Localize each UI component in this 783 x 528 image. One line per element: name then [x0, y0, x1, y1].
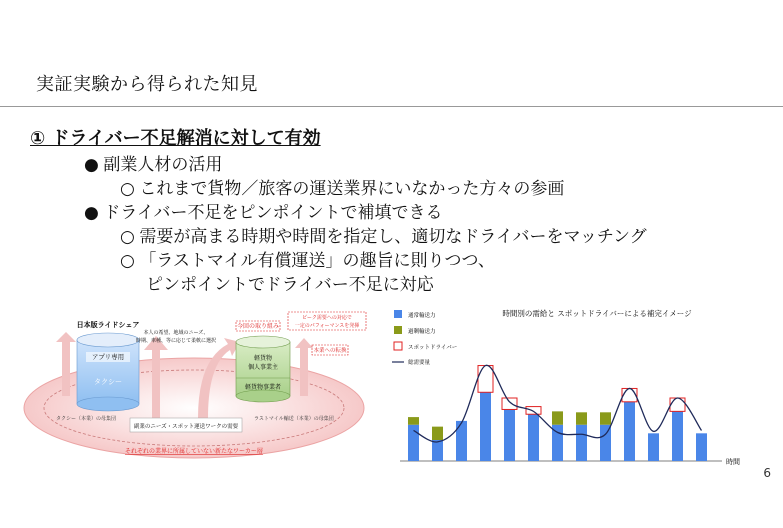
bar-regular-1 [408, 425, 419, 461]
bar-regular-2 [432, 440, 443, 461]
bottom-caption: それぞれの業界に所属していない新たなワーカー層 [125, 448, 263, 455]
bar-excess-7 [552, 411, 563, 424]
needs-text-line2: 時期、車種、等に応じて柔軟に選択 [135, 338, 217, 344]
bar-regular-9 [600, 425, 611, 461]
chart-legend [392, 310, 457, 366]
bullet-1-sub [120, 174, 564, 199]
left-cylinder [77, 333, 139, 411]
bullet-marker: ○ [120, 227, 135, 247]
right-top-label1: 軽貨物 [253, 355, 273, 362]
bar-spot-6 [526, 407, 541, 415]
bar-regular-6 [528, 414, 539, 461]
legend-swatch-spot [394, 342, 402, 350]
bar-excess-2 [432, 427, 443, 440]
legend-swatch-excess [394, 326, 402, 334]
legend-label-spot: スポットドライバー [408, 345, 458, 351]
legend-label-demand: 総需要量 [408, 360, 431, 366]
peak-text-line1: ピーク需要への対応で [302, 315, 352, 321]
bullet-text: ドライバー不足をピンポイントで補填できる [103, 203, 443, 223]
bar-regular-8 [576, 425, 587, 461]
bar-regular-10 [624, 402, 635, 461]
right-base-caption: ラストマイル輸送（本業）の母集団 [254, 416, 334, 422]
legend-swatch-regular [394, 310, 402, 318]
bullet-2-sub-2 [120, 246, 495, 271]
bar-spot-4 [478, 366, 493, 393]
chart-title: 時間別の需給と スポットドライバーによる補完イメージ [502, 309, 692, 318]
bullet-text: 需要が高まる時期や時間を指定し、適切なドライバーをマッチング [139, 227, 647, 247]
bar-regular-12 [672, 411, 683, 461]
bullet-text: これまで貨物／旅客の運送業界にいなかった方々の参画 [139, 179, 565, 199]
regular-text: 本業への転換 [313, 348, 347, 354]
page-number: 6 [763, 466, 771, 480]
bullet-marker: ● [84, 155, 99, 175]
left-app-label: アプリ専用 [91, 353, 125, 361]
bullet-marker: ○ [120, 179, 135, 199]
title-divider [0, 106, 783, 107]
slide-title: 実証実験から得られた知見 [36, 74, 258, 95]
legend-label-excess: 過剰輸送力 [408, 329, 436, 335]
right-bottom-label: 軽貨物事業者 [244, 384, 282, 391]
legend-label-regular: 通常輸送力 [408, 313, 436, 319]
section-heading: ① ドライバー不足解消に対して有効 [30, 128, 321, 149]
bullet-marker: ○ [120, 251, 135, 271]
bar-regular-5 [504, 409, 515, 461]
bullet-1 [84, 150, 222, 175]
left-taxi-label: タクシー [94, 378, 122, 386]
bar-excess-8 [576, 412, 587, 424]
bar-spot-5 [502, 398, 517, 409]
bullet-text: ピンポイントでドライバー不足に対応 [146, 275, 434, 295]
bullet-2-sub-2-cont [146, 270, 434, 295]
bar-regular-4 [480, 392, 491, 461]
bullet-marker: ● [84, 203, 99, 223]
needs-text-line1: 本人の希望、地域のニーズ、 [143, 330, 209, 336]
left-base-caption: タクシー（本業）の母集団 [56, 416, 117, 422]
base-ellipse [24, 358, 364, 458]
right-title: 今回の取り組み [236, 323, 280, 330]
bullet-2-sub-1 [120, 222, 647, 247]
bar-excess-1 [408, 417, 419, 425]
ride-share-diagram [22, 300, 367, 468]
center-box-text: 副業のニーズ・スポット運送ワークの需要 [133, 424, 239, 430]
supply-demand-chart [382, 300, 752, 470]
left-cylinder-title: 日本版ライドシェア [76, 321, 140, 329]
bullet-text: 副業人材の活用 [103, 155, 223, 175]
bar-regular-11 [648, 433, 659, 461]
bar-regular-3 [456, 421, 467, 461]
bullet-2 [84, 198, 443, 223]
x-axis-label: 時間 [726, 458, 740, 466]
bullet-text: 「ラストマイル有償運送」の趣旨に則りつつ、 [139, 251, 495, 271]
peak-text-line2: 一定のパフォーマンスを発揮 [294, 323, 360, 329]
bar-excess-9 [600, 412, 611, 424]
bar-regular-13 [696, 433, 707, 461]
right-top-label2: 個人事業主 [247, 364, 279, 371]
